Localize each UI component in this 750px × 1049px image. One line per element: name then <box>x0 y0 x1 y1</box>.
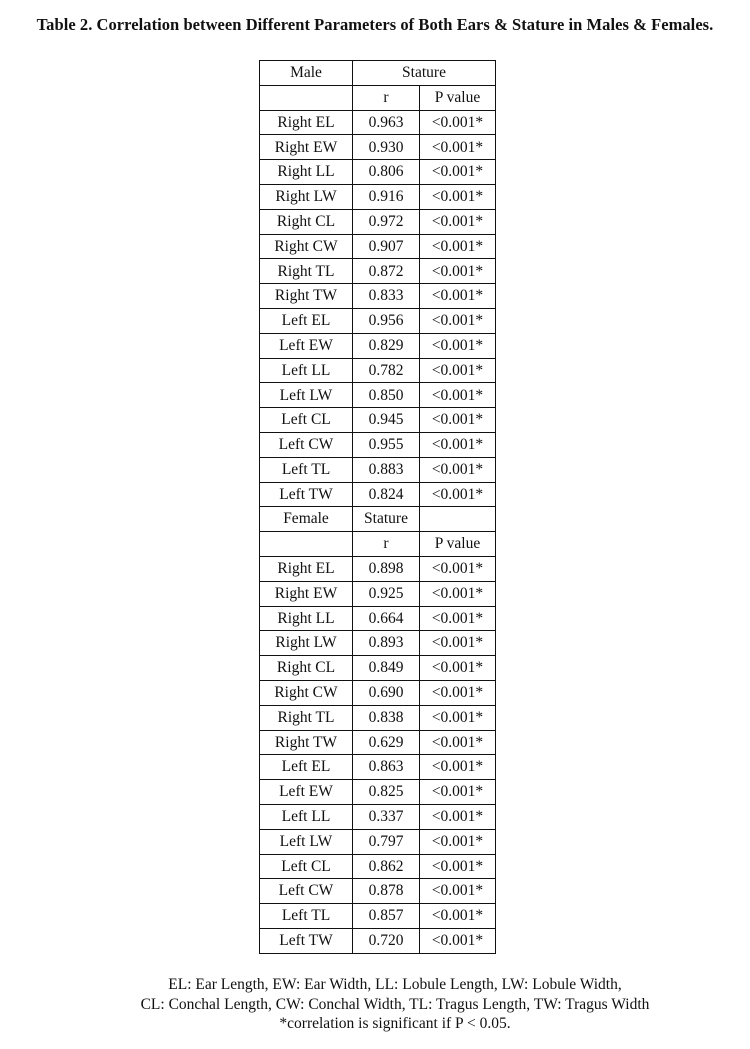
table-row <box>260 432 496 457</box>
table-row <box>260 308 496 333</box>
r-value-cell: 0.664 <box>353 606 420 631</box>
p-value-cell: <0.001* <box>420 358 496 383</box>
parameter-cell: Left CL <box>260 854 353 879</box>
parameter-cell: Right EW <box>260 581 353 606</box>
table-row <box>260 879 496 904</box>
p-value-cell: <0.001* <box>420 804 496 829</box>
female-empty-header <box>420 507 496 532</box>
p-value-cell: <0.001* <box>420 209 496 234</box>
p-value-cell: <0.001* <box>420 457 496 482</box>
female-subheader-empty <box>260 532 353 557</box>
p-value-cell: <0.001* <box>420 581 496 606</box>
table-row <box>260 780 496 805</box>
table-row <box>260 829 496 854</box>
table-row <box>260 457 496 482</box>
r-value-cell: 0.849 <box>353 656 420 681</box>
male-r-header: r <box>353 85 420 110</box>
parameter-cell: Left EW <box>260 780 353 805</box>
parameter-cell: Right EL <box>260 556 353 581</box>
p-value-cell: <0.001* <box>420 705 496 730</box>
female-r-header: r <box>353 532 420 557</box>
p-value-cell: <0.001* <box>420 879 496 904</box>
r-value-cell: 0.893 <box>353 631 420 656</box>
parameter-cell: Left CW <box>260 879 353 904</box>
parameter-cell: Right CW <box>260 234 353 259</box>
table-row <box>260 184 496 209</box>
r-value-cell: 0.629 <box>353 730 420 755</box>
table-row <box>260 209 496 234</box>
table-row <box>260 755 496 780</box>
r-value-cell: 0.824 <box>353 482 420 507</box>
table-row <box>260 408 496 433</box>
table-row <box>260 234 496 259</box>
table-row <box>260 110 496 135</box>
p-value-cell: <0.001* <box>420 432 496 457</box>
p-value-cell: <0.001* <box>420 730 496 755</box>
parameter-cell: Left LW <box>260 383 353 408</box>
r-value-cell: 0.720 <box>353 928 420 953</box>
r-value-cell: 0.797 <box>353 829 420 854</box>
r-value-cell: 0.945 <box>353 408 420 433</box>
p-value-cell: <0.001* <box>420 656 496 681</box>
r-value-cell: 0.930 <box>353 135 420 160</box>
p-value-cell: <0.001* <box>420 928 496 953</box>
r-value-cell: 0.883 <box>353 457 420 482</box>
male-group-label: Male <box>260 61 353 86</box>
table-row <box>260 160 496 185</box>
parameter-cell: Left EL <box>260 755 353 780</box>
p-value-cell: <0.001* <box>420 160 496 185</box>
p-value-cell: <0.001* <box>420 110 496 135</box>
r-value-cell: 0.862 <box>353 854 420 879</box>
parameter-cell: Right CW <box>260 680 353 705</box>
female-subheader-row <box>260 532 496 557</box>
parameter-cell: Left TW <box>260 928 353 953</box>
r-value-cell: 0.972 <box>353 209 420 234</box>
p-value-cell: <0.001* <box>420 631 496 656</box>
p-value-cell: <0.001* <box>420 829 496 854</box>
parameter-cell: Right TW <box>260 730 353 755</box>
p-value-cell: <0.001* <box>420 333 496 358</box>
r-value-cell: 0.863 <box>353 755 420 780</box>
p-value-cell: <0.001* <box>420 308 496 333</box>
r-value-cell: 0.833 <box>353 284 420 309</box>
r-value-cell: 0.898 <box>353 556 420 581</box>
correlation-table-body <box>260 61 496 954</box>
table-footnote <box>0 975 750 1034</box>
parameter-cell: Right CL <box>260 656 353 681</box>
parameter-cell: Right LL <box>260 606 353 631</box>
female-group-label: Female <box>260 507 353 532</box>
table-row <box>260 928 496 953</box>
p-value-cell: <0.001* <box>420 284 496 309</box>
parameter-cell: Left CL <box>260 408 353 433</box>
male-subheader-row <box>260 85 496 110</box>
table-row <box>260 705 496 730</box>
parameter-cell: Right LL <box>260 160 353 185</box>
parameter-cell: Left CW <box>260 432 353 457</box>
table-row <box>260 284 496 309</box>
table-row <box>260 259 496 284</box>
parameter-cell: Right TW <box>260 284 353 309</box>
parameter-cell: Right LW <box>260 184 353 209</box>
p-value-cell: <0.001* <box>420 755 496 780</box>
r-value-cell: 0.963 <box>353 110 420 135</box>
table-row <box>260 656 496 681</box>
r-value-cell: 0.955 <box>353 432 420 457</box>
p-value-cell: <0.001* <box>420 606 496 631</box>
male-group-header-row <box>260 61 496 86</box>
p-value-cell: <0.001* <box>420 904 496 929</box>
r-value-cell: 0.857 <box>353 904 420 929</box>
p-value-cell: <0.001* <box>420 482 496 507</box>
r-value-cell: 0.907 <box>353 234 420 259</box>
table-row <box>260 854 496 879</box>
parameter-cell: Left LL <box>260 358 353 383</box>
parameter-cell: Left EL <box>260 308 353 333</box>
correlation-table <box>259 60 496 954</box>
parameter-cell: Right CL <box>260 209 353 234</box>
table-row <box>260 680 496 705</box>
r-value-cell: 0.916 <box>353 184 420 209</box>
r-value-cell: 0.872 <box>353 259 420 284</box>
male-p-header: P value <box>420 85 496 110</box>
p-value-cell: <0.001* <box>420 383 496 408</box>
table-caption: Table 2. Correlation between Different Parameters of Both Ears & Stature in Males & Females. <box>36 15 714 34</box>
r-value-cell: 0.690 <box>353 680 420 705</box>
parameter-cell: Left TL <box>260 904 353 929</box>
parameter-cell: Right EL <box>260 110 353 135</box>
parameter-cell: Right TL <box>260 705 353 730</box>
table-row <box>260 358 496 383</box>
r-value-cell: 0.956 <box>353 308 420 333</box>
table-row <box>260 631 496 656</box>
male-stature-header: Stature <box>353 61 496 86</box>
male-subheader-empty <box>260 85 353 110</box>
r-value-cell: 0.878 <box>353 879 420 904</box>
parameter-cell: Left LL <box>260 804 353 829</box>
p-value-cell: <0.001* <box>420 408 496 433</box>
p-value-cell: <0.001* <box>420 135 496 160</box>
r-value-cell: 0.850 <box>353 383 420 408</box>
parameter-cell: Right LW <box>260 631 353 656</box>
parameter-cell: Right TL <box>260 259 353 284</box>
parameter-cell: Left TL <box>260 457 353 482</box>
table-row <box>260 581 496 606</box>
r-value-cell: 0.806 <box>353 160 420 185</box>
p-value-cell: <0.001* <box>420 780 496 805</box>
parameter-cell: Left TW <box>260 482 353 507</box>
table-row <box>260 135 496 160</box>
parameter-cell: Left EW <box>260 333 353 358</box>
female-group-header-row <box>260 507 496 532</box>
table-row <box>260 383 496 408</box>
r-value-cell: 0.829 <box>353 333 420 358</box>
p-value-cell: <0.001* <box>420 184 496 209</box>
footnote-line-2: CL: Conchal Length, CW: Conchal Width, TL: Tragus Length, TW: Tragus Width <box>140 995 650 1013</box>
table-row <box>260 804 496 829</box>
table-row <box>260 556 496 581</box>
p-value-cell: <0.001* <box>420 680 496 705</box>
parameter-cell: Right EW <box>260 135 353 160</box>
p-value-cell: <0.001* <box>420 234 496 259</box>
table-row <box>260 730 496 755</box>
female-stature-header: Stature <box>353 507 420 532</box>
parameter-cell: Left LW <box>260 829 353 854</box>
r-value-cell: 0.838 <box>353 705 420 730</box>
female-p-header: P value <box>420 532 496 557</box>
r-value-cell: 0.825 <box>353 780 420 805</box>
table-row <box>260 606 496 631</box>
table-row <box>260 904 496 929</box>
footnote-line-3: *correlation is significant if P < 0.05. <box>279 1015 511 1032</box>
table-row <box>260 482 496 507</box>
footnote-line-1: EL: Ear Length, EW: Ear Width, LL: Lobule Length, LW: Lobule Width, <box>168 976 622 993</box>
p-value-cell: <0.001* <box>420 556 496 581</box>
p-value-cell: <0.001* <box>420 854 496 879</box>
table-row <box>260 333 496 358</box>
p-value-cell: <0.001* <box>420 259 496 284</box>
r-value-cell: 0.925 <box>353 581 420 606</box>
r-value-cell: 0.337 <box>353 804 420 829</box>
r-value-cell: 0.782 <box>353 358 420 383</box>
